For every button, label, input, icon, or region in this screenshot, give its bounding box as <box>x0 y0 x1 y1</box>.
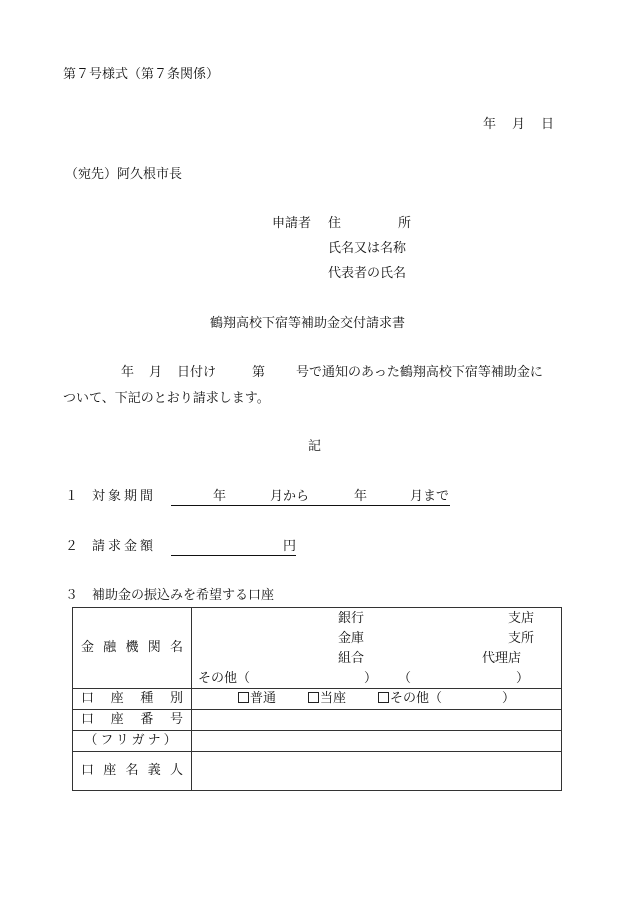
item-1-label: 対象期間 <box>92 489 157 504</box>
type-label-cell <box>73 689 192 710</box>
item-3-label: 補助金の振込みを希望する口座 <box>92 588 275 603</box>
holder-label-char: 座 <box>103 763 117 778</box>
type-label-char: 口 <box>81 691 95 706</box>
other-checkbox[interactable] <box>378 692 389 703</box>
branch-label: 支店 <box>508 611 535 626</box>
addressee: （宛先）阿久根市長 <box>65 167 183 182</box>
other-branch-close: ） <box>516 671 530 686</box>
institution-label-char: 融 <box>103 640 117 655</box>
holder-label-char: 口 <box>81 763 95 778</box>
amount-underline <box>171 555 296 556</box>
institution-row <box>73 608 562 689</box>
form-number: 第７号様式（第７条関係） <box>63 67 220 82</box>
account-number-row <box>73 710 562 731</box>
institution-input-cell[interactable] <box>192 608 562 689</box>
account-table <box>72 607 562 791</box>
item-2-number: ２ <box>65 539 79 554</box>
holder-row <box>73 752 562 791</box>
institution-label-char: 名 <box>169 640 183 655</box>
holder-input[interactable] <box>192 752 562 791</box>
other-branch-open: （ <box>398 671 412 686</box>
institution-label-char: 関 <box>147 640 161 655</box>
type-label-char: 座 <box>110 691 124 706</box>
ki-label: 記 <box>308 439 322 454</box>
toza-label: 当座 <box>320 691 347 706</box>
type-futsu-option[interactable] <box>238 691 276 707</box>
name-label: 氏名又は名称 <box>328 241 407 256</box>
holder-label-char: 義 <box>147 763 161 778</box>
applicant-label: 申請者 <box>272 216 312 231</box>
period-from-year: 年 <box>213 489 227 504</box>
other-type-label: その他（ <box>390 691 443 706</box>
institution-label-char: 機 <box>125 640 139 655</box>
other-type-close: ） <box>502 691 516 706</box>
amount-unit: 円 <box>283 539 297 554</box>
institution-label-cell <box>73 608 192 689</box>
agency-label: 代理店 <box>482 651 522 666</box>
period-underline <box>171 505 450 506</box>
union-label: 組合 <box>338 651 365 666</box>
type-other-option[interactable] <box>378 691 442 707</box>
number-label-char: 座 <box>110 712 124 727</box>
account-number-input[interactable] <box>192 710 562 731</box>
date-month-label: 月 <box>512 117 526 132</box>
number-label-cell <box>73 710 192 731</box>
type-options-cell <box>192 689 562 710</box>
item-2-label: 請求金額 <box>92 539 157 554</box>
number-label-char: 口 <box>81 712 95 727</box>
body-rest: 号で通知のあった鶴翔高校下宿等補助金に <box>296 365 543 380</box>
holder-label-cell <box>73 752 192 791</box>
address-label-1: 住 <box>328 216 342 231</box>
body-month: 月 <box>149 365 163 380</box>
period-to-year: 年 <box>354 489 368 504</box>
holder-label-char: 名 <box>125 763 139 778</box>
furigana-input[interactable] <box>192 731 562 752</box>
account-type-row <box>73 689 562 710</box>
toza-checkbox[interactable] <box>308 692 319 703</box>
sub-branch-label: 支所 <box>508 631 535 646</box>
type-label-char: 別 <box>169 691 183 706</box>
body-dated: 日付け <box>177 365 217 380</box>
other-inst-label: その他（ <box>198 671 251 686</box>
futsu-label: 普通 <box>250 691 277 706</box>
futsu-checkbox[interactable] <box>238 692 249 703</box>
period-to-month: 月まで <box>410 489 450 504</box>
body-dai: 第 <box>252 365 266 380</box>
document-title: 鶴翔高校下宿等補助金交付請求書 <box>210 316 406 331</box>
number-label-char: 番 <box>140 712 154 727</box>
type-label-char: 種 <box>140 691 154 706</box>
bank-label: 銀行 <box>338 611 365 626</box>
furigana-label: （フリガナ） <box>73 731 192 752</box>
number-label-char: 号 <box>169 712 183 727</box>
item-1-number: １ <box>65 489 79 504</box>
body-year: 年 <box>121 365 135 380</box>
period-from-month: 月から <box>270 489 310 504</box>
institution-label-char: 金 <box>81 640 95 655</box>
other-inst-close: ） <box>364 671 378 686</box>
item-3-number: ３ <box>65 588 79 603</box>
date-day-label: 日 <box>541 117 555 132</box>
address-label-2: 所 <box>398 216 412 231</box>
body-line-2: ついて、下記のとおり請求します。 <box>63 391 270 406</box>
type-toza-option[interactable] <box>308 691 346 707</box>
holder-label-char: 人 <box>169 763 183 778</box>
representative-label: 代表者の氏名 <box>328 266 407 281</box>
shinkin-label: 金庫 <box>338 631 365 646</box>
furigana-row <box>73 731 562 752</box>
date-year-label: 年 <box>483 117 497 132</box>
